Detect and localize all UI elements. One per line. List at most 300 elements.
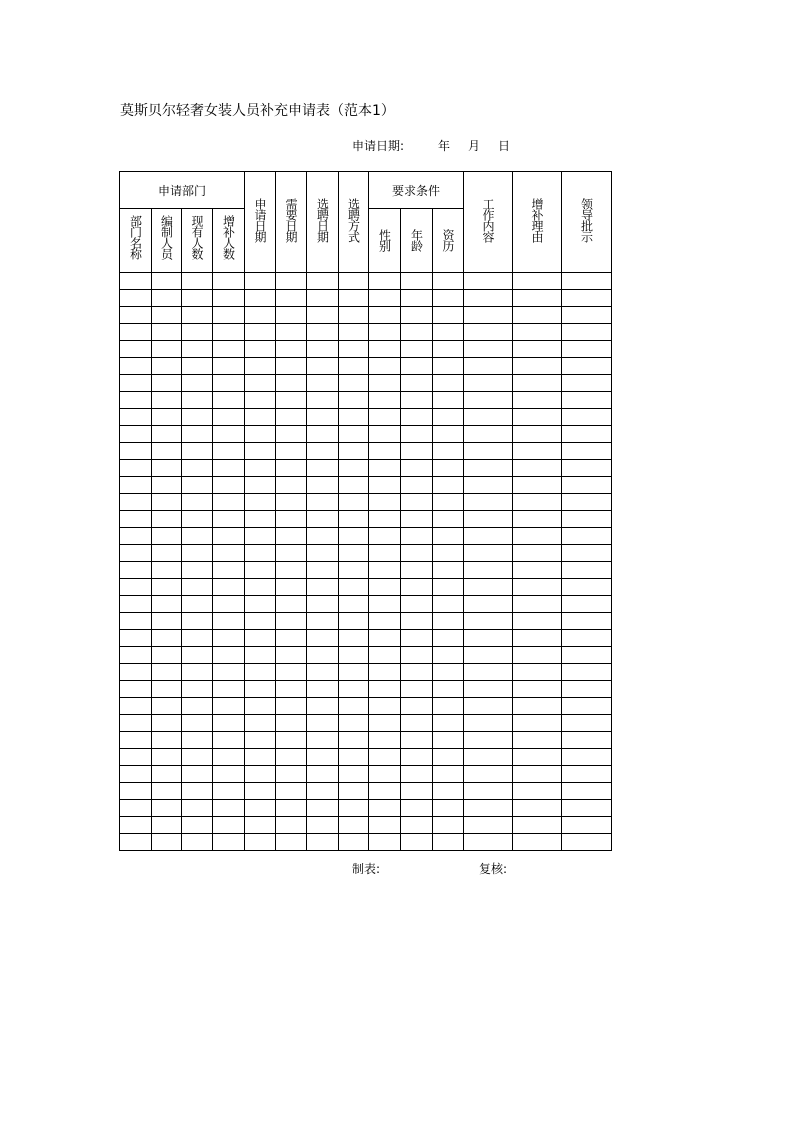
table-cell[interactable]	[245, 596, 276, 613]
table-cell[interactable]	[513, 834, 562, 851]
table-cell[interactable]	[401, 596, 433, 613]
table-cell[interactable]	[152, 511, 182, 528]
table-cell[interactable]	[307, 511, 339, 528]
table-cell[interactable]	[369, 409, 401, 426]
table-cell[interactable]	[401, 528, 433, 545]
table-cell[interactable]	[339, 596, 369, 613]
table-cell[interactable]	[182, 477, 213, 494]
table-cell[interactable]	[276, 749, 307, 766]
table-cell[interactable]	[182, 375, 213, 392]
table-cell[interactable]	[245, 290, 276, 307]
table-cell[interactable]	[513, 715, 562, 732]
table-cell[interactable]	[213, 392, 245, 409]
table-cell[interactable]	[464, 749, 513, 766]
table-cell[interactable]	[307, 375, 339, 392]
table-cell[interactable]	[276, 664, 307, 681]
table-cell[interactable]	[562, 307, 612, 324]
table-cell[interactable]	[152, 392, 182, 409]
table-cell[interactable]	[307, 409, 339, 426]
table-cell[interactable]	[276, 783, 307, 800]
table-cell[interactable]	[401, 664, 433, 681]
table-cell[interactable]	[433, 766, 464, 783]
table-cell[interactable]	[369, 273, 401, 290]
table-cell[interactable]	[182, 307, 213, 324]
table-cell[interactable]	[307, 681, 339, 698]
table-cell[interactable]	[276, 613, 307, 630]
table-cell[interactable]	[369, 613, 401, 630]
table-cell[interactable]	[433, 443, 464, 460]
table-cell[interactable]	[245, 715, 276, 732]
table-cell[interactable]	[182, 596, 213, 613]
table-cell[interactable]	[152, 579, 182, 596]
table-cell[interactable]	[464, 273, 513, 290]
table-cell[interactable]	[401, 477, 433, 494]
table-cell[interactable]	[401, 715, 433, 732]
table-cell[interactable]	[245, 579, 276, 596]
table-cell[interactable]	[213, 834, 245, 851]
table-cell[interactable]	[152, 562, 182, 579]
table-cell[interactable]	[339, 562, 369, 579]
table-cell[interactable]	[307, 834, 339, 851]
table-cell[interactable]	[339, 443, 369, 460]
table-cell[interactable]	[369, 290, 401, 307]
table-cell[interactable]	[245, 732, 276, 749]
table-cell[interactable]	[433, 307, 464, 324]
table-cell[interactable]	[513, 596, 562, 613]
table-cell[interactable]	[182, 443, 213, 460]
table-cell[interactable]	[245, 324, 276, 341]
table-cell[interactable]	[213, 426, 245, 443]
table-cell[interactable]	[152, 834, 182, 851]
table-cell[interactable]	[213, 647, 245, 664]
table-cell[interactable]	[245, 766, 276, 783]
table-cell[interactable]	[433, 494, 464, 511]
table-cell[interactable]	[182, 834, 213, 851]
table-cell[interactable]	[562, 596, 612, 613]
table-cell[interactable]	[464, 613, 513, 630]
table-cell[interactable]	[369, 579, 401, 596]
table-cell[interactable]	[433, 596, 464, 613]
table-cell[interactable]	[213, 766, 245, 783]
table-cell[interactable]	[562, 681, 612, 698]
table-cell[interactable]	[513, 426, 562, 443]
table-cell[interactable]	[152, 375, 182, 392]
table-cell[interactable]	[433, 562, 464, 579]
table-cell[interactable]	[433, 324, 464, 341]
table-cell[interactable]	[276, 273, 307, 290]
table-cell[interactable]	[369, 307, 401, 324]
table-cell[interactable]	[562, 545, 612, 562]
table-cell[interactable]	[513, 681, 562, 698]
table-cell[interactable]	[369, 392, 401, 409]
table-cell[interactable]	[339, 341, 369, 358]
table-cell[interactable]	[307, 545, 339, 562]
table-cell[interactable]	[513, 647, 562, 664]
table-cell[interactable]	[339, 358, 369, 375]
table-cell[interactable]	[245, 562, 276, 579]
table-cell[interactable]	[152, 630, 182, 647]
table-cell[interactable]	[120, 664, 152, 681]
table-cell[interactable]	[152, 443, 182, 460]
table-cell[interactable]	[562, 494, 612, 511]
table-cell[interactable]	[152, 290, 182, 307]
table-cell[interactable]	[213, 817, 245, 834]
table-cell[interactable]	[339, 477, 369, 494]
table-cell[interactable]	[513, 460, 562, 477]
table-cell[interactable]	[213, 681, 245, 698]
table-cell[interactable]	[433, 732, 464, 749]
table-cell[interactable]	[369, 817, 401, 834]
table-cell[interactable]	[562, 358, 612, 375]
table-cell[interactable]	[152, 647, 182, 664]
table-cell[interactable]	[369, 698, 401, 715]
table-cell[interactable]	[182, 732, 213, 749]
table-cell[interactable]	[433, 375, 464, 392]
table-cell[interactable]	[401, 409, 433, 426]
table-cell[interactable]	[401, 426, 433, 443]
table-cell[interactable]	[182, 698, 213, 715]
table-cell[interactable]	[464, 528, 513, 545]
table-cell[interactable]	[433, 341, 464, 358]
table-cell[interactable]	[213, 494, 245, 511]
table-cell[interactable]	[369, 528, 401, 545]
table-cell[interactable]	[245, 800, 276, 817]
table-cell[interactable]	[276, 630, 307, 647]
table-cell[interactable]	[182, 800, 213, 817]
table-cell[interactable]	[213, 273, 245, 290]
table-cell[interactable]	[464, 290, 513, 307]
table-cell[interactable]	[307, 392, 339, 409]
table-cell[interactable]	[245, 477, 276, 494]
table-cell[interactable]	[213, 800, 245, 817]
table-cell[interactable]	[307, 783, 339, 800]
table-cell[interactable]	[213, 460, 245, 477]
table-cell[interactable]	[513, 783, 562, 800]
table-cell[interactable]	[369, 324, 401, 341]
table-cell[interactable]	[369, 477, 401, 494]
table-cell[interactable]	[433, 273, 464, 290]
table-cell[interactable]	[339, 307, 369, 324]
table-cell[interactable]	[562, 579, 612, 596]
table-cell[interactable]	[307, 273, 339, 290]
table-cell[interactable]	[276, 528, 307, 545]
table-cell[interactable]	[307, 341, 339, 358]
table-cell[interactable]	[464, 817, 513, 834]
table-cell[interactable]	[464, 324, 513, 341]
table-cell[interactable]	[245, 817, 276, 834]
table-cell[interactable]	[562, 460, 612, 477]
table-cell[interactable]	[152, 817, 182, 834]
table-cell[interactable]	[339, 647, 369, 664]
table-cell[interactable]	[152, 528, 182, 545]
table-cell[interactable]	[213, 732, 245, 749]
table-cell[interactable]	[562, 477, 612, 494]
table-cell[interactable]	[369, 715, 401, 732]
table-cell[interactable]	[213, 613, 245, 630]
table-cell[interactable]	[433, 698, 464, 715]
table-cell[interactable]	[401, 324, 433, 341]
table-cell[interactable]	[513, 477, 562, 494]
table-cell[interactable]	[182, 324, 213, 341]
table-cell[interactable]	[152, 307, 182, 324]
table-cell[interactable]	[276, 477, 307, 494]
table-cell[interactable]	[120, 715, 152, 732]
table-cell[interactable]	[433, 290, 464, 307]
table-cell[interactable]	[120, 545, 152, 562]
table-cell[interactable]	[307, 324, 339, 341]
table-cell[interactable]	[433, 409, 464, 426]
table-cell[interactable]	[152, 681, 182, 698]
table-cell[interactable]	[513, 409, 562, 426]
table-cell[interactable]	[276, 324, 307, 341]
table-cell[interactable]	[433, 460, 464, 477]
table-cell[interactable]	[513, 443, 562, 460]
table-cell[interactable]	[369, 443, 401, 460]
table-cell[interactable]	[339, 375, 369, 392]
table-cell[interactable]	[213, 545, 245, 562]
table-cell[interactable]	[276, 460, 307, 477]
table-cell[interactable]	[276, 817, 307, 834]
table-cell[interactable]	[245, 273, 276, 290]
table-cell[interactable]	[401, 545, 433, 562]
table-cell[interactable]	[276, 715, 307, 732]
table-cell[interactable]	[276, 579, 307, 596]
table-cell[interactable]	[152, 494, 182, 511]
table-cell[interactable]	[245, 341, 276, 358]
table-cell[interactable]	[182, 579, 213, 596]
table-cell[interactable]	[213, 596, 245, 613]
table-cell[interactable]	[152, 341, 182, 358]
table-cell[interactable]	[433, 647, 464, 664]
table-cell[interactable]	[213, 579, 245, 596]
table-cell[interactable]	[276, 290, 307, 307]
table-cell[interactable]	[182, 562, 213, 579]
table-cell[interactable]	[513, 749, 562, 766]
table-cell[interactable]	[245, 528, 276, 545]
table-cell[interactable]	[513, 579, 562, 596]
table-cell[interactable]	[339, 664, 369, 681]
table-cell[interactable]	[152, 800, 182, 817]
table-cell[interactable]	[276, 409, 307, 426]
table-cell[interactable]	[339, 579, 369, 596]
table-cell[interactable]	[213, 715, 245, 732]
table-cell[interactable]	[513, 817, 562, 834]
table-cell[interactable]	[120, 494, 152, 511]
table-cell[interactable]	[276, 681, 307, 698]
table-cell[interactable]	[339, 511, 369, 528]
table-cell[interactable]	[464, 834, 513, 851]
table-cell[interactable]	[307, 613, 339, 630]
table-cell[interactable]	[213, 409, 245, 426]
table-cell[interactable]	[182, 273, 213, 290]
table-cell[interactable]	[513, 800, 562, 817]
table-cell[interactable]	[464, 732, 513, 749]
table-cell[interactable]	[401, 613, 433, 630]
table-cell[interactable]	[401, 749, 433, 766]
table-cell[interactable]	[369, 681, 401, 698]
table-cell[interactable]	[213, 477, 245, 494]
table-cell[interactable]	[369, 375, 401, 392]
table-cell[interactable]	[433, 783, 464, 800]
table-cell[interactable]	[213, 375, 245, 392]
table-cell[interactable]	[339, 698, 369, 715]
table-cell[interactable]	[245, 358, 276, 375]
table-cell[interactable]	[513, 698, 562, 715]
table-cell[interactable]	[120, 358, 152, 375]
table-cell[interactable]	[401, 392, 433, 409]
table-cell[interactable]	[245, 834, 276, 851]
table-cell[interactable]	[213, 528, 245, 545]
table-cell[interactable]	[245, 698, 276, 715]
table-cell[interactable]	[433, 715, 464, 732]
table-cell[interactable]	[307, 817, 339, 834]
table-cell[interactable]	[276, 341, 307, 358]
table-cell[interactable]	[464, 358, 513, 375]
table-cell[interactable]	[562, 409, 612, 426]
table-cell[interactable]	[120, 460, 152, 477]
table-cell[interactable]	[433, 392, 464, 409]
table-cell[interactable]	[401, 817, 433, 834]
table-cell[interactable]	[245, 511, 276, 528]
table-cell[interactable]	[562, 647, 612, 664]
table-cell[interactable]	[401, 647, 433, 664]
table-cell[interactable]	[213, 783, 245, 800]
table-cell[interactable]	[182, 511, 213, 528]
table-cell[interactable]	[339, 834, 369, 851]
table-cell[interactable]	[369, 494, 401, 511]
table-cell[interactable]	[562, 817, 612, 834]
table-cell[interactable]	[464, 783, 513, 800]
table-cell[interactable]	[401, 681, 433, 698]
table-cell[interactable]	[307, 664, 339, 681]
table-cell[interactable]	[464, 664, 513, 681]
table-cell[interactable]	[339, 766, 369, 783]
table-cell[interactable]	[562, 392, 612, 409]
table-cell[interactable]	[182, 494, 213, 511]
table-cell[interactable]	[433, 528, 464, 545]
table-cell[interactable]	[276, 426, 307, 443]
table-cell[interactable]	[213, 562, 245, 579]
table-cell[interactable]	[120, 834, 152, 851]
table-cell[interactable]	[433, 545, 464, 562]
table-cell[interactable]	[307, 443, 339, 460]
table-cell[interactable]	[120, 528, 152, 545]
table-cell[interactable]	[182, 528, 213, 545]
table-cell[interactable]	[245, 545, 276, 562]
table-cell[interactable]	[245, 494, 276, 511]
table-cell[interactable]	[120, 307, 152, 324]
table-cell[interactable]	[276, 800, 307, 817]
table-cell[interactable]	[369, 664, 401, 681]
table-cell[interactable]	[152, 732, 182, 749]
table-cell[interactable]	[245, 630, 276, 647]
table-cell[interactable]	[369, 800, 401, 817]
table-cell[interactable]	[369, 647, 401, 664]
table-cell[interactable]	[276, 647, 307, 664]
table-cell[interactable]	[152, 477, 182, 494]
table-cell[interactable]	[513, 664, 562, 681]
table-cell[interactable]	[433, 511, 464, 528]
table-cell[interactable]	[464, 307, 513, 324]
table-cell[interactable]	[276, 358, 307, 375]
table-cell[interactable]	[464, 630, 513, 647]
table-cell[interactable]	[464, 596, 513, 613]
table-cell[interactable]	[433, 579, 464, 596]
table-cell[interactable]	[276, 494, 307, 511]
table-cell[interactable]	[307, 715, 339, 732]
table-cell[interactable]	[433, 630, 464, 647]
table-cell[interactable]	[182, 647, 213, 664]
table-cell[interactable]	[513, 375, 562, 392]
table-cell[interactable]	[213, 630, 245, 647]
table-cell[interactable]	[120, 647, 152, 664]
table-cell[interactable]	[339, 630, 369, 647]
table-cell[interactable]	[120, 749, 152, 766]
table-cell[interactable]	[513, 766, 562, 783]
table-cell[interactable]	[513, 290, 562, 307]
table-cell[interactable]	[307, 749, 339, 766]
table-cell[interactable]	[401, 783, 433, 800]
table-cell[interactable]	[464, 443, 513, 460]
table-cell[interactable]	[369, 766, 401, 783]
table-cell[interactable]	[182, 409, 213, 426]
table-cell[interactable]	[339, 681, 369, 698]
table-cell[interactable]	[152, 596, 182, 613]
table-cell[interactable]	[339, 817, 369, 834]
table-cell[interactable]	[339, 545, 369, 562]
table-cell[interactable]	[276, 443, 307, 460]
table-cell[interactable]	[562, 766, 612, 783]
table-cell[interactable]	[513, 511, 562, 528]
table-cell[interactable]	[369, 596, 401, 613]
table-cell[interactable]	[245, 613, 276, 630]
table-cell[interactable]	[120, 562, 152, 579]
table-cell[interactable]	[120, 290, 152, 307]
table-cell[interactable]	[433, 358, 464, 375]
table-cell[interactable]	[276, 766, 307, 783]
table-cell[interactable]	[339, 715, 369, 732]
table-cell[interactable]	[562, 715, 612, 732]
table-cell[interactable]	[401, 494, 433, 511]
table-cell[interactable]	[339, 409, 369, 426]
table-cell[interactable]	[245, 375, 276, 392]
table-cell[interactable]	[245, 647, 276, 664]
table-cell[interactable]	[464, 715, 513, 732]
table-cell[interactable]	[562, 528, 612, 545]
table-cell[interactable]	[369, 460, 401, 477]
table-cell[interactable]	[307, 732, 339, 749]
table-cell[interactable]	[182, 817, 213, 834]
table-cell[interactable]	[120, 375, 152, 392]
table-cell[interactable]	[307, 477, 339, 494]
table-cell[interactable]	[120, 511, 152, 528]
table-cell[interactable]	[513, 494, 562, 511]
table-cell[interactable]	[464, 375, 513, 392]
table-cell[interactable]	[562, 834, 612, 851]
table-cell[interactable]	[339, 324, 369, 341]
table-cell[interactable]	[369, 358, 401, 375]
table-cell[interactable]	[213, 443, 245, 460]
table-cell[interactable]	[245, 783, 276, 800]
table-cell[interactable]	[120, 800, 152, 817]
table-cell[interactable]	[182, 392, 213, 409]
table-cell[interactable]	[464, 647, 513, 664]
table-cell[interactable]	[339, 273, 369, 290]
table-cell[interactable]	[213, 341, 245, 358]
table-cell[interactable]	[401, 341, 433, 358]
table-cell[interactable]	[152, 766, 182, 783]
table-cell[interactable]	[562, 698, 612, 715]
